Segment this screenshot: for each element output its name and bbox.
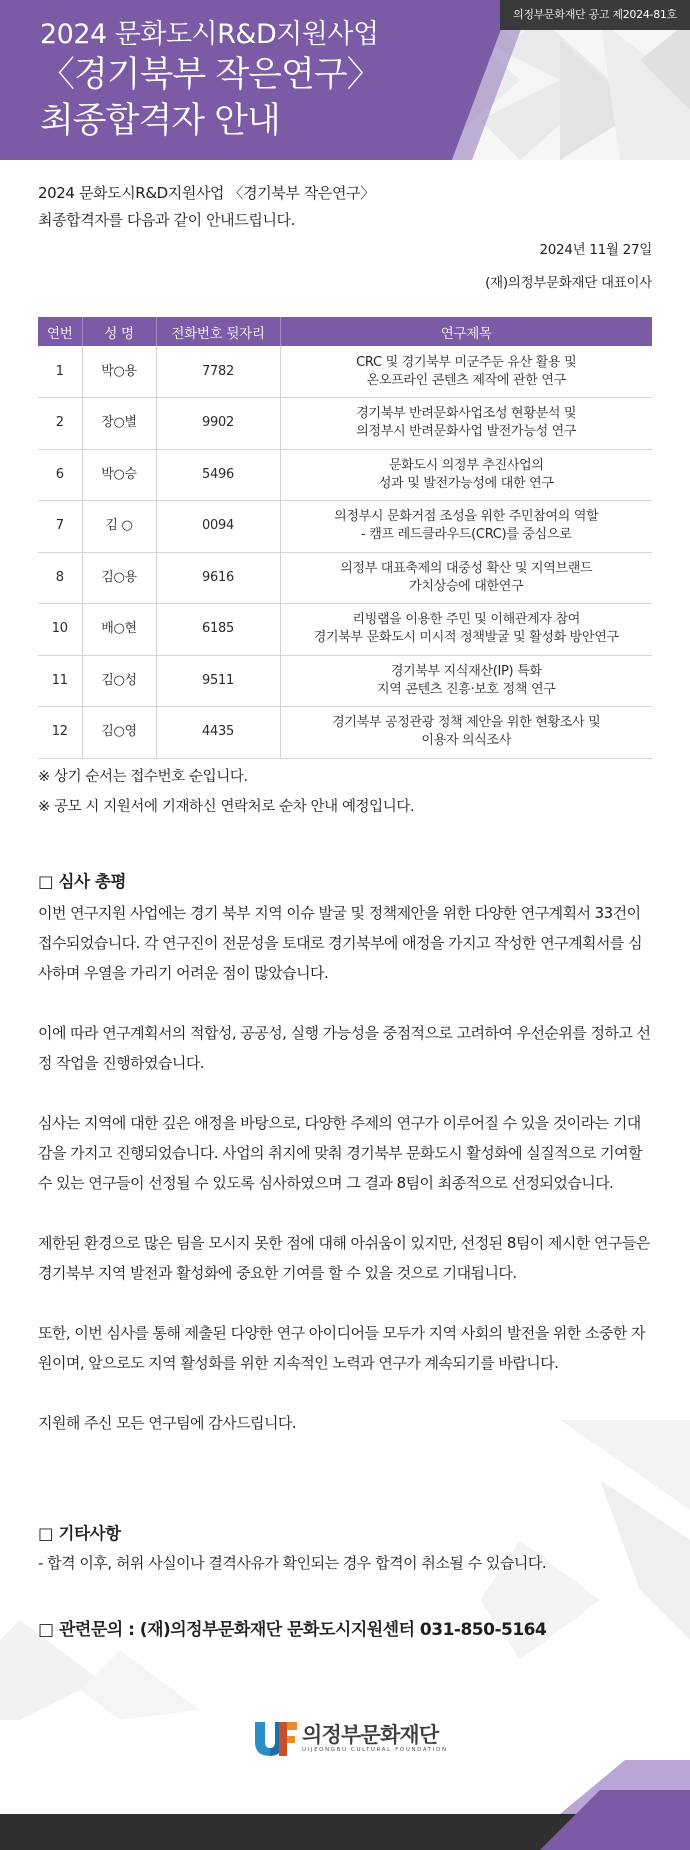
table-row [38,346,652,398]
title-line: 경기북부 지식재산(IP) 특화 [390,663,542,679]
cell-phone: 9616 [156,552,280,604]
cell-phone: 9511 [156,655,280,707]
title-line: 의정부시 문화거점 조성을 위한 주민참여의 역할 [334,509,599,525]
cell-no: 7 [38,501,82,553]
title-line: 성과 및 발전가능성에 대한 연구 [378,475,554,491]
col-header-phone: 전화번호 뒷자리 [156,317,280,346]
table-row [38,552,652,604]
title-line: 경기북부 공정관광 정책 제안을 위한 현황조사 및 [332,715,601,731]
cell-name: 장○별 [82,398,156,450]
review-heading: □ 심사 총평 [38,872,127,891]
cell-name: 김○영 [82,707,156,759]
cell-title [280,552,652,604]
title-line: 의정부시 반려문화사업 발전가능성 연구 [356,424,577,440]
cell-phone: 7782 [156,346,280,398]
title-line: 문화도시 의정부 추진사업의 [388,457,544,473]
title-line: - 캠프 레드클라우드(CRC)를 중심으로 [361,527,572,543]
contact-info: □ 관련문의 : (재)의정부문화재단 문화도시지원센터 031-850-5164 [38,1620,547,1640]
cell-no: 12 [38,707,82,759]
cell-title [280,398,652,450]
foundation-logo [253,1718,448,1758]
uf-logo-icon [253,1718,299,1758]
header-banner [0,0,690,160]
title-line: 경기북부 반려문화사업조성 현황분석 및 [356,406,577,422]
table-row [38,604,652,656]
table-row [38,655,652,707]
table-row [38,398,652,450]
cell-no: 11 [38,655,82,707]
cell-title [280,604,652,656]
cell-no: 10 [38,604,82,656]
etc-heading: □ 기타사항 [38,1524,121,1543]
review-paragraph: 또한, 이번 심사를 통해 제출된 다양한 연구 아이디어들 모두가 지역 사회의 발전을 위한 소중한 자원이며, 앞으로도 지역 활성화를 위한 지속적인 노력과 연구가 계속되기를 바랍니다. [38,1324,645,1372]
title-line: 리빙랩을 이용한 주민 및 이해관계자 참여 [352,612,581,628]
cell-phone: 9902 [156,398,280,450]
notice-number-tag: 의정부문화재단 공고 제2024-81호 [500,0,690,30]
intro-line-1: 2024 문화도시R&D지원사업 〈경기북부 작은연구〉 [38,184,375,202]
cell-name: 김○용 [82,552,156,604]
note-contact: ※ 공모 시 지원서에 기재하신 연락처로 순차 안내 예정입니다. [38,799,415,815]
title-line: 온오프라인 콘텐츠 제작에 관한 연구 [366,372,566,388]
review-paragraph: 지원해 주신 모든 연구팀에 감사드립니다. [38,1414,297,1432]
title-line-3: 최종합격자 안내 [40,101,280,141]
results-table [38,317,652,759]
col-header-name: 성 명 [82,317,156,346]
cell-no: 6 [38,449,82,501]
announcement-date: 2024년 11월 27일 [539,242,652,258]
footer-corner-shape [0,1760,690,1850]
cell-title [280,449,652,501]
table-header-row [38,317,652,346]
cell-no: 1 [38,346,82,398]
review-paragraph: 이에 따라 연구계획서의 적합성, 공공성, 실행 가능성을 중점적으로 고려하여 우선순위를 정하고 선정 작업을 진행하였습니다. [38,1024,651,1072]
etc-text: - 합격 이후, 허위 사실이나 결격사유가 확인되는 경우 합격이 취소될 수 있습니다. [38,1554,547,1572]
cell-title [280,707,652,759]
table-row [38,501,652,553]
cell-phone: 4435 [156,707,280,759]
table-notes [38,762,652,822]
cell-phone: 0094 [156,501,280,553]
issuer: (재)의정부문화재단 대표이사 [485,275,652,291]
page-title [40,18,381,144]
cell-name: 배○현 [82,604,156,656]
cell-phone: 5496 [156,449,280,501]
review-paragraph: 심사는 지역에 대한 깊은 애정을 바탕으로, 다양한 주제의 연구가 이루어질 수 있을 것이라는 기대감을 가지고 진행되었습니다. 사업의 취지에 맞춰 경기북부 문화도시 활성화에 실질적으로 기여할 수 있는 연구들이 선정될 수 있도록 심사하였으며 그 결과 8팀이 최종적으로 선정되었습니다. [38,1114,643,1192]
cell-no: 8 [38,552,82,604]
note-order: ※ 상기 순서는 접수번호 순입니다. [38,769,248,785]
title-line-1: 2024 문화도시R&D지원사업 [40,19,379,50]
review-paragraph: 제한된 환경으로 많은 팀을 모시지 못한 점에 대해 아쉬움이 있지만, 선정된 8팀이 제시한 연구들은 경기북부 지역 발전과 활성화에 중요한 기여를 할 수 있을 것으로 기대됩니다. [38,1234,650,1282]
cell-title [280,501,652,553]
cell-name: 박○승 [82,449,156,501]
title-line: 의정부 대표축제의 대중성 확산 및 지역브랜드 [340,560,593,576]
cell-name: 김 ○ [82,501,156,553]
title-line: CRC 및 경기북부 미군주둔 유산 활용 및 [356,354,577,370]
title-line: 경기북부 문화도시 미시적 정책발굴 및 활성화 방안연구 [313,630,619,646]
intro-line-2: 최종합격자를 다음과 같이 안내드립니다. [38,211,296,229]
cell-no: 2 [38,398,82,450]
col-header-no: 연번 [38,317,82,346]
review-body [38,898,652,1438]
cell-name: 김○성 [82,655,156,707]
cell-phone: 6185 [156,604,280,656]
cell-title [280,346,652,398]
logo-name: 의정부문화재단 [302,1723,439,1747]
intro-text [38,180,652,234]
cell-title [280,655,652,707]
logo-subtitle: UIJEONGBU CULTURAL FOUNDATION [302,1747,448,1753]
title-line-2: 〈경기북부 작은연구〉 [40,55,381,95]
title-line: 가치상승에 대한연구 [409,578,524,594]
cell-name: 박○용 [82,346,156,398]
table-row [38,707,652,759]
title-line: 지역 콘텐츠 진흥·보호 정책 연구 [376,681,556,697]
col-header-title: 연구제목 [280,317,652,346]
review-paragraph: 이번 연구지원 사업에는 경기 북부 지역 이슈 발굴 및 정책제안을 위한 다양한 연구계획서 33건이 접수되었습니다. 각 연구진이 전문성을 토대로 경기북부에 애정을 가지고 작성한 연구계획서를 심사하며 우열을 가리기 어려운 점이 많았습니다. [38,904,643,982]
table-row [38,449,652,501]
title-line: 이용자 의식조사 [421,733,512,749]
